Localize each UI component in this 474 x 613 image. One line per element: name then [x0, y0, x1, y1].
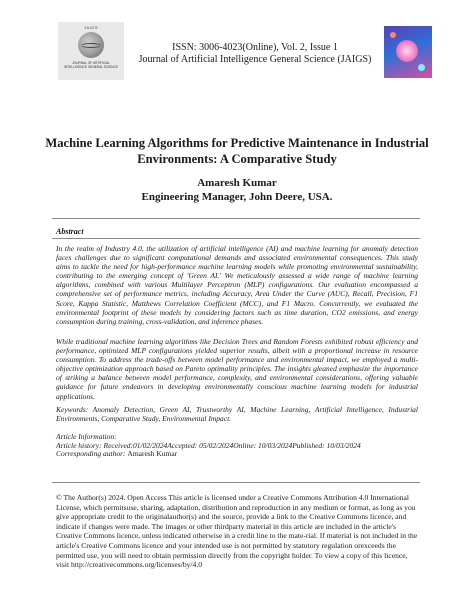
article-history: Article history: Received:01/02/2024Accepted: 05/02/2024Online: 10/03/2024Published: 10/03/2024: [56, 440, 361, 450]
divider: [52, 238, 420, 239]
journal-name: Journal of Artificial Intelligence General Science (JAIGS): [138, 54, 372, 65]
author-name: Amaresh Kumar: [197, 177, 277, 189]
logo-mark-text: JAIGS: [83, 25, 99, 30]
globe-icon: [78, 32, 104, 58]
paper-title: Machine Learning Algorithms for Predictive Maintenance in Industrial Environments: A Comparative Study: [45, 136, 429, 166]
divider: [52, 218, 420, 219]
journal-cover-image: [384, 26, 432, 78]
cover-dot-graphic: [418, 64, 425, 71]
license-statement: © The Author(s) 2024. Open Access This article is licensed under a Creative Commons Attribution 4.0 International License, which permitsuse, sharing, adaptation, distribution and reproduction in any medium or format, as long as you give appropriate credit to the originalauthor(s) and the source, provide a link to the Creative Commons licence, and indicate if changes were made. The images or other thirdparty material in this article are included in the article's Creative Commons licence, unless indicated otherwise in a credit line to the mate-rial. If material is not included in the article's Creative Commons licence and your intended use is not permitted by statutory regulation orexceeds the permitted use, you will need to obtain permission directly from the copyright holder. To view a copy of this licence, visit http://creativecommons.org/licenses/by/4.0: [56, 493, 418, 570]
author-block: [40, 176, 434, 204]
corresponding-author: [56, 450, 418, 459]
keywords: Keywords: Anomaly Detection, Green AI, Trustworthy AI, Machine Learning, Artificial Intelligence, Industrial Environments, Comparative Study, Environmental Impact.: [56, 405, 418, 424]
abstract-paragraph: While traditional machine learning algorithms like Decision Trees and Random Forests exhibited robust efficiency and performance, optimized MLP configurations yielded superior results, albeit with a proportional increase in resource consumption. To address the trade-offs between model performance and environmental impact, we employed a multi-objective optimization approach based on Pareto optimality principles. The insights gleaned emphasize the importance of striking a balance between model performance, complexity, and environmental considerations, offering valuable guidance for future endeavors in developing environmentally conscious machine learning models for industrial applications.: [56, 337, 418, 401]
journal-logo: [58, 22, 124, 80]
corresponding-label: Corresponding author:: [56, 449, 126, 459]
journal-info: [130, 42, 380, 66]
article-information: [56, 433, 418, 459]
abstract-heading: Abstract: [56, 227, 84, 236]
corresponding-name: Amaresh Kumar: [127, 449, 178, 459]
author-affiliation: Engineering Manager, John Deere, USA.: [141, 191, 333, 203]
divider: [52, 482, 420, 483]
cover-orb-graphic: [396, 40, 418, 62]
logo-caption: JOURNAL OF ARTIFICIAL INTELLIGENCE GENERAL SCIENCE: [63, 61, 119, 69]
issn-line: ISSN: 3006-4023(Online), Vol. 2, Issue 1: [172, 42, 338, 53]
abstract-paragraph: In the realm of Industry 4.0, the utilization of artificial intelligence (AI) and machine learning for anomaly detection faces challenges due to significant computational demands and associated environmental consequences. This study aims to tackle the need for high-performance machine learning models while promoting environmental sustainability, contributing to the emerging concept of 'Green AI.' We meticulously assessed a wide range of machine learning algorithms, combined with various Multilayer Perceptron (MLP) configurations. Our evaluation encompassed a comprehensive set of performance metrics, including Accuracy, Area Under the Curve (AUC), Recall, Precision, F1 Score, Kappa Statistic, Matthews Correlation Coefficient (MCC), and F1 Macro. Concurrently, we evaluated the environmental footprint of these models by considering factors such as time duration, CO2 emissions, and energy consumption during training, cross-validation, and inference phases.: [56, 244, 418, 326]
cover-dot-graphic: [390, 32, 396, 38]
article-info-heading: Article Information:: [56, 432, 117, 441]
